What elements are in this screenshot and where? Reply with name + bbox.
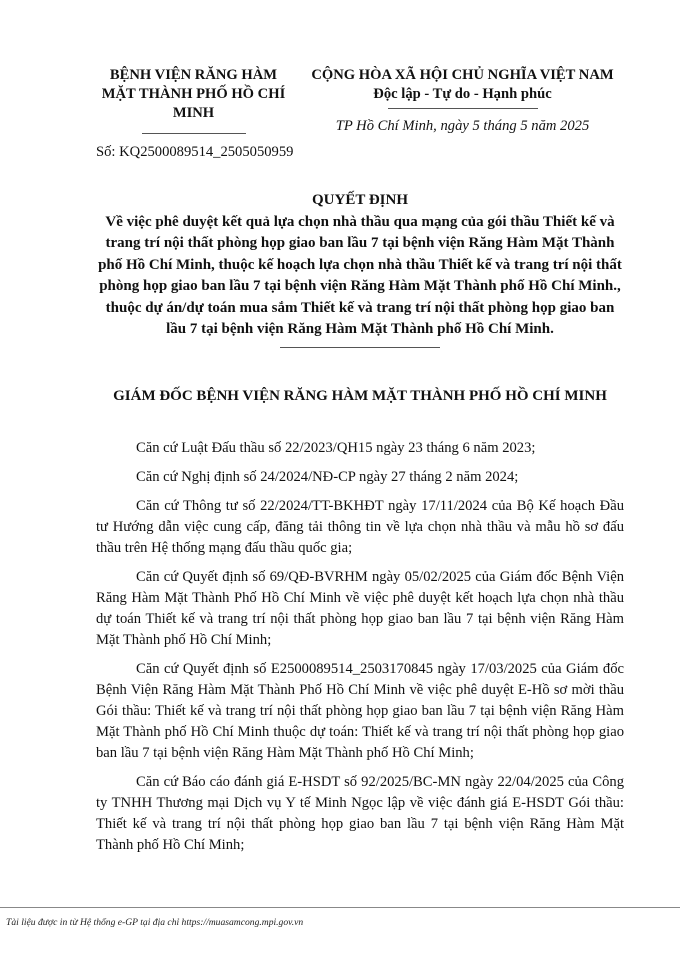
- print-footer: Tài liệu được in từ Hệ thống e-GP tại địa chỉ https://muasamcong.mpi.gov.vn: [6, 917, 304, 928]
- motto-underline: [388, 108, 538, 109]
- legal-basis-paragraph: Căn cứ Thông tư số 22/2024/TT-BKHĐT ngày 17/11/2024 của Bộ Kế hoạch Đầu tư Hướng dẫn việc cung cấp, đăng tải thông tin về lựa chọn nhà thầu và mẫu hồ sơ đấu thầu trên Hệ thống mạng đấu thầu quốc gia;: [96, 498, 624, 556]
- issuing-agency: [96, 66, 291, 134]
- document-number: Số: KQ2500089514_2505050959: [96, 144, 294, 160]
- nation-name: CỘNG HÒA XÃ HỘI CHỦ NGHĨA VIỆT NAM: [311, 67, 614, 83]
- legal-basis-paragraph: Căn cứ Quyết định số 69/QĐ-BVRHM ngày 05/02/2025 của Giám đốc Bệnh Viện Răng Hàm Mặt Thành Phố Hồ Chí Minh về việc phê duyệt kết hoạch lựa chọn nhà thầu dự toán Thiết kế và trang trí nội thất phòng họp giao ban lầu 7 tại bệnh viện Răng Hàm Mặt Thành phố Hồ Chí Minh;: [96, 569, 624, 648]
- agency-underline: [142, 133, 246, 134]
- title-underline: [280, 347, 440, 348]
- legal-basis-paragraph: Căn cứ Nghị định số 24/2024/NĐ-CP ngày 27 tháng 2 năm 2024;: [136, 469, 519, 485]
- legal-basis-paragraph: Căn cứ Báo cáo đánh giá E-HSDT số 92/2025/BC-MN ngày 22/04/2025 của Công ty TNHH Thương mại Dịch vụ Y tế Minh Ngọc lập về việc đánh giá E-HSDT Gói thầu: Thiết kế và trang trí nội thất phòng họp giao ban lầu 7 tại bệnh viện Răng Hàm Mặt Thành phố Hồ Chí Minh;: [96, 774, 624, 853]
- director-heading: GIÁM ĐỐC BỆNH VIỆN RĂNG HÀM MẶT THÀNH PHỐ HỒ CHÍ MINH: [113, 388, 607, 404]
- legal-basis-paragraph: Căn cứ Quyết định số E2500089514_2503170845 ngày 17/03/2025 của Giám đốc Bệnh Viện Răng Hàm Mặt Thành Phố Hồ Chí Minh về việc phê duyệt E-Hồ sơ mời thầu Gói thầu: Thiết kế và trang trí nội thất phòng họp giao ban lầu 7 tại bệnh viện Răng Hàm Mặt Thành phố Hồ Chí Minh thuộc dự toán: Thiết kế và trang trí nội thất phòng họp giao ban lầu 7 tại bệnh viện Răng Hàm Mặt Thành phố Hồ Chí Minh;: [96, 661, 624, 761]
- footer-divider: [0, 907, 680, 908]
- decision-body: [96, 438, 624, 864]
- place-date: TP Hồ Chí Minh, ngày 5 tháng 5 năm 2025: [335, 118, 590, 134]
- national-header: [300, 66, 625, 136]
- decision-heading: QUYẾT ĐỊNH: [312, 192, 408, 208]
- decision-title: [96, 190, 624, 348]
- hospital-name: BỆNH VIỆN RĂNG HÀM MẶT THÀNH PHỐ HỒ CHÍ MINH: [101, 67, 286, 121]
- decision-subject: Về việc phê duyệt kết quả lựa chọn nhà thầu qua mạng của gói thầu Thiết kế và trang trí nội thất phòng họp giao ban lầu 7 tại bệnh viện Răng Hàm Mặt Thành phố Hồ Chí Minh, thuộc kế hoạch lựa chọn nhà thầu Thiết kế và trang trí nội thất phòng họp giao ban lầu 7 tại bệnh viện Răng Hàm Mặt Thành phố Hồ Chí Minh., thuộc dự án/dự toán mua sắm Thiết kế và trang trí nội thất phòng họp giao ban lầu 7 tại bệnh viện Răng Hàm Mặt Thành phố Hồ Chí Minh.: [98, 213, 622, 337]
- legal-basis-paragraph: Căn cứ Luật Đấu thầu số 22/2023/QH15 ngày 23 tháng 6 năm 2023;: [136, 440, 536, 456]
- national-motto: Độc lập - Tự do - Hạnh phúc: [373, 86, 552, 102]
